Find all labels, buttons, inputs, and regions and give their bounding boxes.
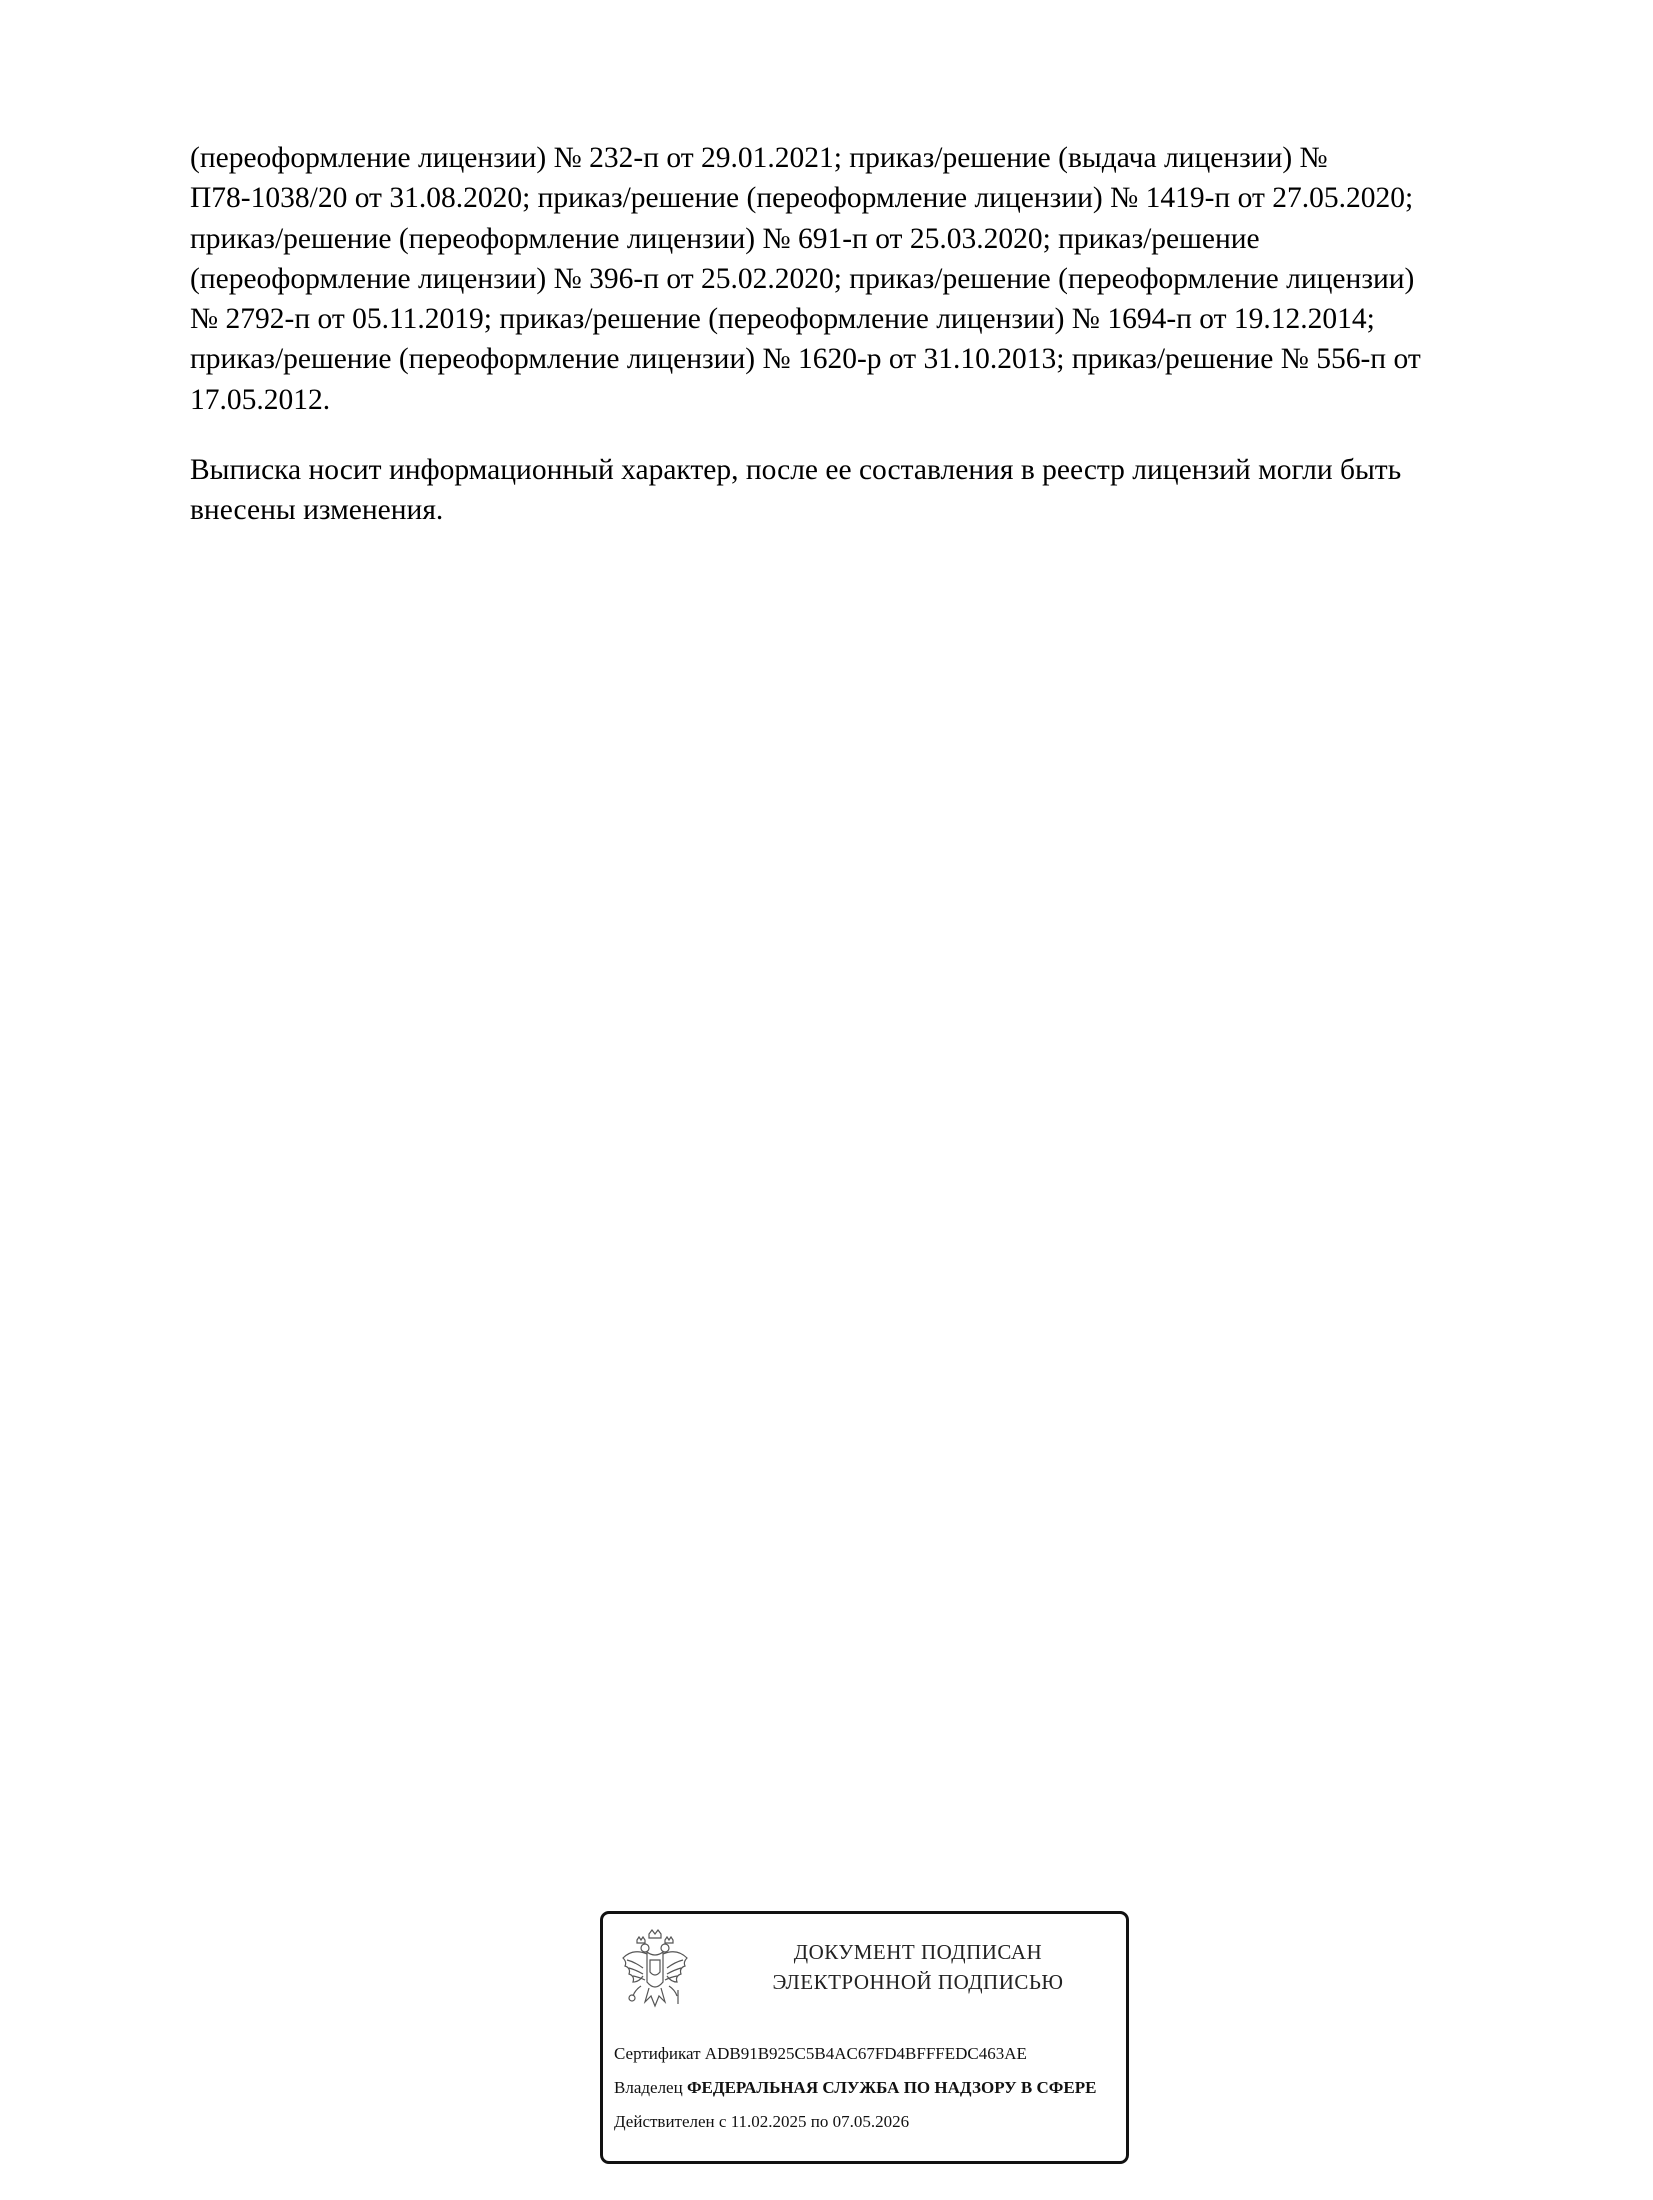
text-line: (переоформление лицензии) № 232-п от 29.01.2021; приказ/решение (выдача лицензии) №: [190, 142, 1328, 174]
coat-of-arms-eagle-icon: [619, 1928, 691, 2014]
text-line: приказ/решение (переоформление лицензии) № 1620-р от 31.10.2013; приказ/решение № 556-п от: [190, 343, 1421, 376]
certificate-line: [614, 2044, 1027, 2064]
text-line: 17.05.2012.: [190, 383, 331, 416]
text-line: П78-1038/20 от 31.08.2020; приказ/решение (переоформление лицензии) № 1419-п от 27.05.2020;: [190, 182, 1414, 215]
validity-line: Действителен с 11.02.2025 по 07.05.2026: [614, 2112, 910, 2131]
text-line: приказ/решение (переоформление лицензии) № 691-п от 25.03.2020; приказ/решение: [190, 222, 1260, 255]
text-line: Выписка носит информационный характер, после ее составления в реестр лицензий могли быть: [190, 454, 1402, 486]
disclaimer-paragraph: [190, 450, 1570, 531]
certificate-label: Сертификат: [614, 2044, 701, 2063]
owner-label: Владелец: [614, 2078, 683, 2097]
owner-line: [614, 2078, 1096, 2098]
text-line: внесены изменения.: [190, 494, 444, 527]
stamp-title-line1: ДОКУМЕНТ ПОДПИСАН: [793, 1940, 1043, 1964]
text-line: № 2792-п от 05.11.2019; приказ/решение (переоформление лицензии) № 1694-п от 19.12.2014;: [190, 303, 1375, 336]
stamp-title-line2: ЭЛЕКТРОННОЙ ПОДПИСЬЮ: [772, 1970, 1064, 1994]
text-line: (переоформление лицензии) № 396-п от 25.02.2020; приказ/решение (переоформление лицензии): [190, 262, 1415, 295]
license-orders-paragraph: [190, 138, 1570, 420]
certificate-value: ADB91B925C5B4AC67FD4BFFFEDC463AE: [704, 2044, 1027, 2063]
owner-value: ФЕДЕРАЛЬНАЯ СЛУЖБА ПО НАДЗОРУ В СФЕРЕ: [686, 2078, 1097, 2097]
electronic-signature-stamp: [600, 1911, 1129, 2164]
